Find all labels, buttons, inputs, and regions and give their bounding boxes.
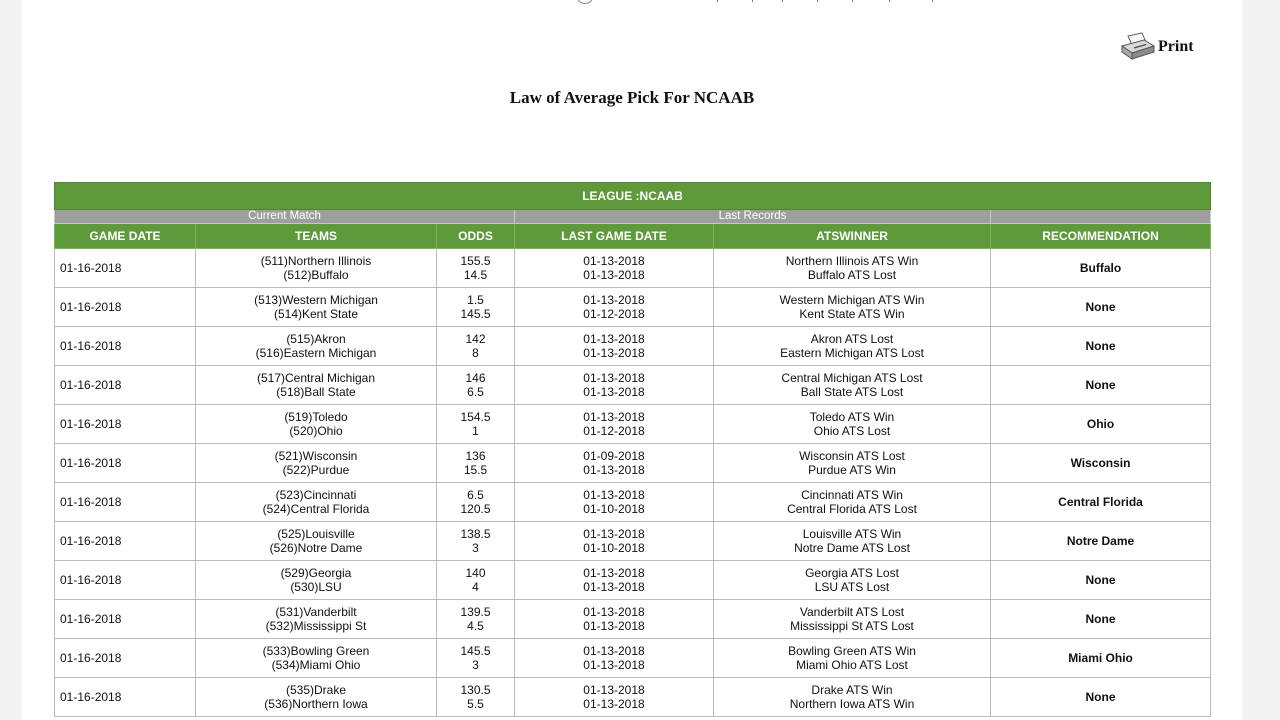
team-home: (532)Mississippi St [265, 619, 367, 633]
odds-away: 139.5 [460, 605, 491, 619]
ats-result-away: Western Michigan ATS Win [779, 293, 925, 307]
ats-result-home: Buffalo ATS Lost [807, 268, 897, 282]
odds-home: 6.5 [467, 385, 484, 399]
teams-cell [196, 522, 437, 561]
atswinner-cell [714, 366, 991, 405]
ats-result-home: Eastern Michigan ATS Lost [780, 346, 924, 360]
table-row [55, 366, 1211, 405]
print-button[interactable] [1120, 32, 1194, 62]
page-content [22, 0, 1242, 720]
table-row [55, 522, 1211, 561]
odds-home: 3 [472, 658, 479, 672]
odds-away: 146 [465, 371, 486, 385]
atswinner-cell [714, 600, 991, 639]
last-game-date-home: 01-13-2018 [583, 463, 645, 477]
team-home: (534)Miami Ohio [271, 658, 361, 672]
odds-home: 120.5 [460, 502, 491, 516]
last-game-date-cell [515, 522, 714, 561]
odds-home: 3 [472, 541, 479, 555]
empty-group-cell [991, 210, 1211, 224]
nav-separator [889, 0, 890, 2]
team-home: (514)Kent State [273, 307, 359, 321]
odds-cell [437, 327, 515, 366]
atswinner-cell [714, 444, 991, 483]
odds-away: 154.5 [460, 410, 491, 424]
recommendation-cell: Central Florida [991, 483, 1211, 522]
last-game-date-home: 01-12-2018 [583, 424, 645, 438]
last-game-date-cell [515, 405, 714, 444]
last-game-date-home: 01-12-2018 [583, 307, 645, 321]
ats-result-home: Northern Iowa ATS Win [789, 697, 915, 711]
atswinner-cell [714, 639, 991, 678]
teams-cell [196, 405, 437, 444]
recommendation-cell: None [991, 600, 1211, 639]
game-date-cell: 01-16-2018 [55, 444, 196, 483]
odds-home: 15.5 [463, 463, 488, 477]
last-game-date-away: 01-13-2018 [583, 293, 645, 307]
last-game-date-cell [515, 366, 714, 405]
odds-away: 1.5 [467, 293, 484, 307]
atswinner-cell [714, 327, 991, 366]
ats-result-away: Louisville ATS Win [802, 527, 902, 541]
last-game-date-cell [515, 639, 714, 678]
table-row [55, 405, 1211, 444]
odds-away: 138.5 [460, 527, 491, 541]
game-date-cell: 01-16-2018 [55, 327, 196, 366]
last-game-date-away: 01-13-2018 [583, 605, 645, 619]
ats-result-home: Kent State ATS Win [799, 307, 905, 321]
team-away: (529)Georgia [280, 566, 352, 580]
nav-separator [852, 0, 853, 2]
recommendation-cell: Buffalo [991, 249, 1211, 288]
odds-cell [437, 405, 515, 444]
odds-cell [437, 288, 515, 327]
ats-result-home: LSU ATS Lost [814, 580, 890, 594]
odds-cell [437, 600, 515, 639]
team-away: (515)Akron [286, 332, 346, 346]
last-records-group: Last Records [515, 210, 991, 224]
last-game-date-home: 01-13-2018 [583, 697, 645, 711]
odds-home: 8 [472, 346, 479, 360]
last-game-date-home: 01-13-2018 [583, 658, 645, 672]
odds-home: 4 [472, 580, 479, 594]
ats-result-away: Central Michigan ATS Lost [781, 371, 923, 385]
table-row [55, 639, 1211, 678]
teams-cell [196, 600, 437, 639]
odds-away: 145.5 [460, 644, 491, 658]
recommendation-cell: None [991, 327, 1211, 366]
recommendation-cell: Ohio [991, 405, 1211, 444]
teams-cell [196, 366, 437, 405]
odds-cell [437, 561, 515, 600]
odds-home: 145.5 [460, 307, 491, 321]
print-label[interactable]: Print [1158, 38, 1194, 55]
last-game-date-away: 01-09-2018 [583, 449, 645, 463]
ats-result-away: Wisconsin ATS Lost [799, 449, 905, 463]
team-away: (511)Northern Illinois [260, 254, 372, 268]
team-home: (526)Notre Dame [269, 541, 363, 555]
team-home: (518)Ball State [276, 385, 356, 399]
last-game-date-cell [515, 678, 714, 717]
team-home: (520)Ohio [289, 424, 343, 438]
team-home: (516)Eastern Michigan [255, 346, 377, 360]
nav-separator [752, 0, 753, 2]
table-row [55, 483, 1211, 522]
teams-cell [196, 444, 437, 483]
table-row [55, 600, 1211, 639]
recommendation-cell: Notre Dame [991, 522, 1211, 561]
odds-cell [437, 366, 515, 405]
recommendation-cell: None [991, 678, 1211, 717]
odds-home: 14.5 [463, 268, 488, 282]
last-game-date-home: 01-13-2018 [583, 385, 645, 399]
last-game-date-home: 01-13-2018 [583, 346, 645, 360]
top-navigation [577, 0, 957, 4]
current-match-group: Current Match [55, 210, 515, 224]
col-header-last-game-date[interactable]: LAST GAME DATE [515, 224, 714, 249]
recommendation-cell: None [991, 561, 1211, 600]
table-row [55, 678, 1211, 717]
ats-result-home: Purdue ATS Win [808, 463, 896, 477]
atswinner-cell [714, 249, 991, 288]
home-icon[interactable] [577, 0, 593, 4]
nav-separator [782, 0, 783, 2]
table-row [55, 288, 1211, 327]
team-away: (519)Toledo [284, 410, 348, 424]
last-game-date-cell [515, 249, 714, 288]
ats-result-home: Notre Dame ATS Lost [794, 541, 910, 555]
ats-result-away: Vanderbilt ATS Lost [799, 605, 905, 619]
last-game-date-away: 01-13-2018 [583, 566, 645, 580]
last-game-date-home: 01-13-2018 [583, 268, 645, 282]
atswinner-cell [714, 522, 991, 561]
nav-separator [932, 0, 933, 2]
team-away: (521)Wisconsin [274, 449, 358, 463]
odds-cell [437, 639, 515, 678]
odds-away: 136 [465, 449, 486, 463]
teams-cell [196, 639, 437, 678]
team-away: (513)Western Michigan [254, 293, 378, 307]
col-header-game-date[interactable]: GAME DATE [55, 224, 196, 249]
team-away: (523)Cincinnati [275, 488, 357, 502]
ats-result-away: Toledo ATS Win [809, 410, 895, 424]
team-away: (533)Bowling Green [262, 644, 370, 658]
ats-result-away: Akron ATS Lost [810, 332, 894, 346]
ats-result-away: Bowling Green ATS Win [788, 644, 916, 658]
last-game-date-away: 01-13-2018 [583, 254, 645, 268]
col-header-teams[interactable]: TEAMS [196, 224, 437, 249]
col-header-odds[interactable]: ODDS [437, 224, 515, 249]
teams-cell [196, 327, 437, 366]
col-header-atswinner[interactable]: ATSWINNER [714, 224, 991, 249]
last-game-date-cell [515, 327, 714, 366]
game-date-cell: 01-16-2018 [55, 366, 196, 405]
table-row [55, 327, 1211, 366]
odds-away: 142 [465, 332, 486, 346]
game-date-cell: 01-16-2018 [55, 561, 196, 600]
last-game-date-away: 01-13-2018 [583, 371, 645, 385]
last-game-date-home: 01-10-2018 [583, 502, 645, 516]
printer-icon [1120, 32, 1156, 62]
teams-cell [196, 249, 437, 288]
odds-away: 155.5 [460, 254, 491, 268]
teams-cell [196, 561, 437, 600]
game-date-cell: 01-16-2018 [55, 483, 196, 522]
ats-result-home: Miami Ohio ATS Lost [796, 658, 908, 672]
picks-table [54, 182, 1211, 717]
team-away: (535)Drake [285, 683, 347, 697]
ats-result-away: Georgia ATS Lost [805, 566, 899, 580]
last-game-date-cell [515, 561, 714, 600]
nav-separator [817, 0, 818, 2]
last-game-date-cell [515, 288, 714, 327]
game-date-cell: 01-16-2018 [55, 678, 196, 717]
last-game-date-cell [515, 483, 714, 522]
game-date-cell: 01-16-2018 [55, 288, 196, 327]
page-title: Law of Average Pick For NCAAB [509, 88, 755, 107]
odds-away: 130.5 [460, 683, 491, 697]
table-row [55, 249, 1211, 288]
atswinner-cell [714, 288, 991, 327]
recommendation-cell: Miami Ohio [991, 639, 1211, 678]
last-game-date-away: 01-13-2018 [583, 683, 645, 697]
last-game-date-home: 01-13-2018 [583, 619, 645, 633]
last-game-date-cell [515, 600, 714, 639]
ats-result-away: Cincinnati ATS Win [801, 488, 903, 502]
atswinner-cell [714, 561, 991, 600]
last-game-date-home: 01-13-2018 [583, 580, 645, 594]
odds-cell [437, 522, 515, 561]
team-home: (536)Northern Iowa [264, 697, 368, 711]
atswinner-cell [714, 678, 991, 717]
odds-cell [437, 483, 515, 522]
odds-cell [437, 444, 515, 483]
odds-away: 6.5 [467, 488, 484, 502]
game-date-cell: 01-16-2018 [55, 249, 196, 288]
odds-home: 4.5 [467, 619, 484, 633]
odds-cell [437, 678, 515, 717]
team-home: (522)Purdue [282, 463, 350, 477]
odds-cell [437, 249, 515, 288]
nav-separator [717, 0, 718, 2]
last-game-date-away: 01-13-2018 [583, 527, 645, 541]
last-game-date-away: 01-13-2018 [583, 488, 645, 502]
game-date-cell: 01-16-2018 [55, 639, 196, 678]
team-home: (530)LSU [290, 580, 342, 594]
atswinner-cell [714, 405, 991, 444]
team-home: (512)Buffalo [283, 268, 349, 282]
odds-away: 140 [465, 566, 486, 580]
ats-result-home: Ball State ATS Lost [800, 385, 904, 399]
team-home: (524)Central Florida [262, 502, 370, 516]
table-row [55, 561, 1211, 600]
game-date-cell: 01-16-2018 [55, 405, 196, 444]
last-game-date-cell [515, 444, 714, 483]
recommendation-cell: None [991, 366, 1211, 405]
atswinner-cell [714, 483, 991, 522]
recommendation-cell: Wisconsin [991, 444, 1211, 483]
table-row [55, 444, 1211, 483]
ats-result-home: Central Florida ATS Lost [787, 502, 917, 516]
last-game-date-away: 01-13-2018 [583, 332, 645, 346]
last-game-date-home: 01-10-2018 [583, 541, 645, 555]
ats-result-away: Drake ATS Win [811, 683, 893, 697]
game-date-cell: 01-16-2018 [55, 600, 196, 639]
league-header: LEAGUE :NCAAB [55, 183, 1211, 210]
last-game-date-away: 01-13-2018 [583, 644, 645, 658]
odds-home: 1 [472, 424, 479, 438]
teams-cell [196, 678, 437, 717]
last-game-date-away: 01-13-2018 [583, 410, 645, 424]
ats-result-away: Northern Illinois ATS Win [785, 254, 919, 268]
team-away: (525)Louisville [277, 527, 355, 541]
ats-result-home: Ohio ATS Lost [813, 424, 891, 438]
odds-home: 5.5 [467, 697, 484, 711]
game-date-cell: 01-16-2018 [55, 522, 196, 561]
teams-cell [196, 288, 437, 327]
recommendation-cell: None [991, 288, 1211, 327]
ats-result-home: Mississippi St ATS Lost [790, 619, 914, 633]
teams-cell [196, 483, 437, 522]
team-away: (531)Vanderbilt [275, 605, 357, 619]
col-header-recommendation[interactable]: RECOMMENDATION [991, 224, 1211, 249]
team-away: (517)Central Michigan [256, 371, 376, 385]
